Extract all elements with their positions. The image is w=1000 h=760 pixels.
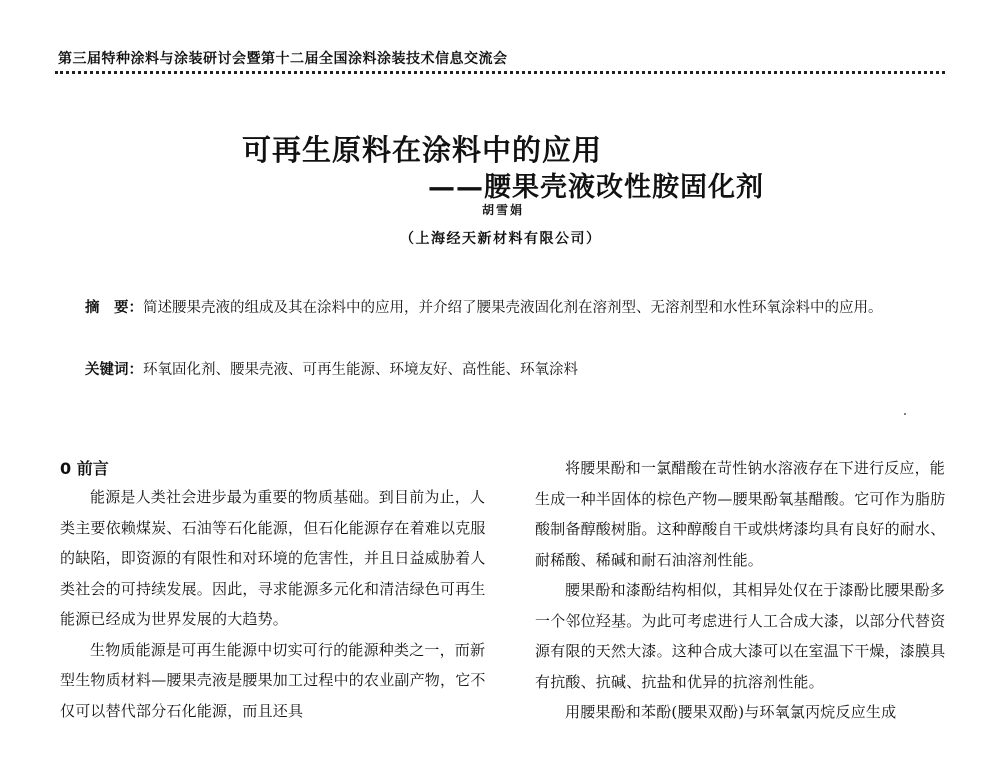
stray-mark <box>904 413 906 415</box>
author-name: 胡雪娟 <box>482 203 525 217</box>
paper-title: 可再生原料在涂料中的应用 <box>242 133 603 167</box>
left-column <box>60 482 492 726</box>
right-column <box>535 453 955 728</box>
paragraph: 将腰果酚和一氯醋酸在苛性钠水溶液存在下进行反应，能生成一种半固体的棕色产物—腰果酚氧基醋酸。它可作为脂肪酸制备醇酸树脂。这种醇酸自干或烘烤漆均具有良好的耐水、耐稀酸、稀碱和耐石油溶剂性能。 <box>535 459 946 569</box>
keywords <box>85 356 940 384</box>
conference-header: 第三届特种涂料与涂装研讨会暨第十二届全国涂料涂装技术信息交流会 <box>58 51 508 67</box>
abstract-text: 简述腰果壳液的组成及其在涂料中的应用，并介绍了腰果壳液固化剂在溶剂型、无溶剂型和水性环氧涂料中的应用。 <box>143 300 883 316</box>
keywords-label: 关键词： <box>85 362 143 378</box>
header-divider <box>55 71 945 74</box>
paragraph: 能源是人类社会进步最为重要的物质基础。到目前为止，人类主要依赖煤炭、石油等石化能源，但石化能源存在着难以克服的缺陷，即资源的有限性和对环境的危害性，并且日益威胁着人类社会的可持续发展。因此，寻求能源多元化和清洁绿色可再生能源已经成为世界发展的大趋势。 <box>60 488 486 628</box>
paragraph: 用腰果酚和苯酚(腰果双酚)与环氧氯丙烷反应生成 <box>565 703 897 721</box>
abstract-label: 摘 要： <box>85 300 143 316</box>
paragraph: 腰果酚和漆酚结构相似，其相异处仅在于漆酚比腰果酚多一个邻位羟基。为此可考虑进行人工合成大漆，以部分代替资源有限的天然大漆。这种合成大漆可以在室温下干燥，漆膜具有抗酸、抗碱、抗盐和优异的抗溶剂性能。 <box>535 581 946 691</box>
abstract <box>85 294 940 322</box>
paper-subtitle: ——腰果壳液改性胺固化剂 <box>428 172 764 203</box>
paragraph: 生物质能源是可再生能源中切实可行的能源种类之一，而新型生物质材料—腰果壳液是腰果加工过程中的农业副产物，它不仅可以替代部分石化能源，而且还具 <box>60 640 486 720</box>
keywords-text: 环氧固化剂、腰果壳液、可再生能源、环境友好、高性能、环氧涂料 <box>143 362 578 378</box>
author-affiliation: （上海经天新材料有限公司） <box>400 231 602 247</box>
section-heading: 0 前言 <box>60 459 109 478</box>
